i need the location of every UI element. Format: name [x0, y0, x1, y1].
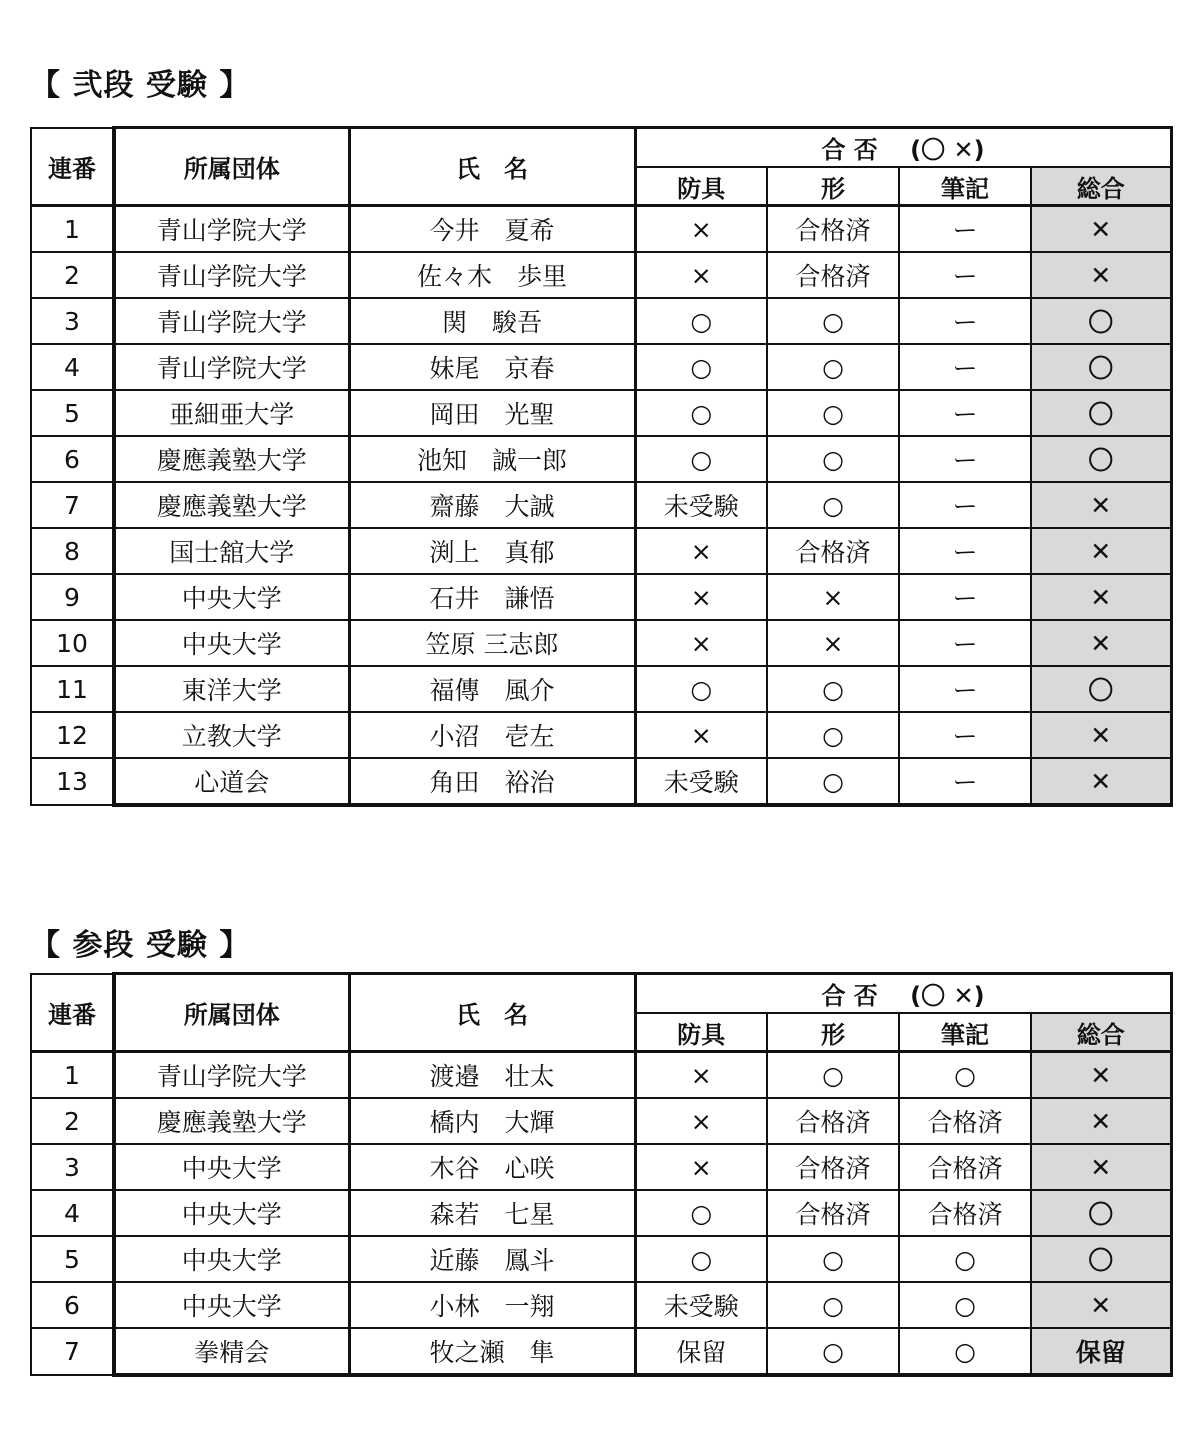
organization: 国士舘大学 — [114, 528, 349, 574]
table-row — [31, 1236, 1171, 1282]
organization: 中央大学 — [114, 1236, 349, 1282]
row-number: 1 — [31, 1052, 114, 1099]
person-name: 岡田 光聖 — [349, 390, 635, 436]
header-result: 合 否 (〇 ✕) — [635, 128, 1171, 168]
overall-result: 〇 — [1031, 298, 1171, 344]
hikki-result: ー — [899, 436, 1031, 482]
table-row — [31, 436, 1171, 482]
header-name: 氏 名 — [349, 974, 635, 1052]
organization: 中央大学 — [114, 1144, 349, 1190]
hikki-result: 合格済 — [899, 1190, 1031, 1236]
person-name: 妹尾 京春 — [349, 344, 635, 390]
hikki-result: ー — [899, 298, 1031, 344]
person-name: 小沼 壱左 — [349, 712, 635, 758]
person-name: 小林 一翔 — [349, 1282, 635, 1328]
overall-result: 〇 — [1031, 1190, 1171, 1236]
bogu-result: × — [635, 206, 767, 253]
header-org: 所属団体 — [114, 974, 349, 1052]
person-name: 関 駿吾 — [349, 298, 635, 344]
table-row — [31, 344, 1171, 390]
table-row — [31, 482, 1171, 528]
kata-result: ○ — [767, 1236, 899, 1282]
kata-result: ○ — [767, 436, 899, 482]
bogu-result: × — [635, 1052, 767, 1099]
overall-result: ✕ — [1031, 1144, 1171, 1190]
overall-result: ✕ — [1031, 206, 1171, 253]
person-name: 橋内 大輝 — [349, 1098, 635, 1144]
person-name: 福傳 風介 — [349, 666, 635, 712]
hikki-result: ー — [899, 574, 1031, 620]
header-no: 連番 — [31, 974, 114, 1052]
bogu-result: 未受験 — [635, 482, 767, 528]
organization: 中央大学 — [114, 574, 349, 620]
hikki-result: ー — [899, 206, 1031, 253]
table-row — [31, 712, 1171, 758]
organization: 東洋大学 — [114, 666, 349, 712]
row-number: 1 — [31, 206, 114, 253]
row-number: 12 — [31, 712, 114, 758]
row-number: 6 — [31, 436, 114, 482]
section-title-nidan: 【 弐段 受験 】 — [30, 68, 251, 103]
hikki-result: ー — [899, 344, 1031, 390]
organization: 青山学院大学 — [114, 1052, 349, 1099]
row-number: 3 — [31, 1144, 114, 1190]
row-number: 10 — [31, 620, 114, 666]
overall-result: ✕ — [1031, 758, 1171, 805]
overall-result: ✕ — [1031, 1052, 1171, 1099]
overall-result: 〇 — [1031, 436, 1171, 482]
table-row — [31, 666, 1171, 712]
hikki-result: ○ — [899, 1052, 1031, 1099]
section-title-sandan: 【 参段 受験 】 — [30, 928, 251, 963]
hikki-result: ー — [899, 758, 1031, 805]
overall-result: ✕ — [1031, 1098, 1171, 1144]
kata-result: ○ — [767, 390, 899, 436]
kata-result: ○ — [767, 712, 899, 758]
header-result: 合 否 (〇 ✕) — [635, 974, 1171, 1014]
overall-result: 〇 — [1031, 1236, 1171, 1282]
kata-result: ○ — [767, 758, 899, 805]
hikki-result: ○ — [899, 1282, 1031, 1328]
hikki-result: ー — [899, 390, 1031, 436]
overall-result: ✕ — [1031, 574, 1171, 620]
organization: 立教大学 — [114, 712, 349, 758]
header-org: 所属団体 — [114, 128, 349, 206]
header-hikki: 筆記 — [899, 167, 1031, 206]
organization: 慶應義塾大学 — [114, 1098, 349, 1144]
bogu-result: ○ — [635, 298, 767, 344]
kata-result: 合格済 — [767, 206, 899, 253]
kata-result: ○ — [767, 482, 899, 528]
bogu-result: ○ — [635, 1190, 767, 1236]
table-row — [31, 1328, 1171, 1375]
bogu-result: ○ — [635, 436, 767, 482]
person-name: 今井 夏希 — [349, 206, 635, 253]
kata-result: × — [767, 574, 899, 620]
header-hikki: 筆記 — [899, 1013, 1031, 1052]
hikki-result: ー — [899, 252, 1031, 298]
hikki-result: ○ — [899, 1328, 1031, 1375]
table-body — [31, 206, 1171, 806]
overall-result: ✕ — [1031, 1282, 1171, 1328]
hikki-result: ー — [899, 712, 1031, 758]
organization: 青山学院大学 — [114, 252, 349, 298]
organization: 心道会 — [114, 758, 349, 805]
row-number: 6 — [31, 1282, 114, 1328]
header-sogo: 総合 — [1031, 167, 1171, 206]
hikki-result: 合格済 — [899, 1144, 1031, 1190]
kata-result: ○ — [767, 298, 899, 344]
bogu-result: ○ — [635, 344, 767, 390]
bogu-result: × — [635, 528, 767, 574]
organization: 中央大学 — [114, 1282, 349, 1328]
hikki-result: ー — [899, 482, 1031, 528]
overall-result: ✕ — [1031, 712, 1171, 758]
overall-result: 〇 — [1031, 344, 1171, 390]
hikki-result: ー — [899, 620, 1031, 666]
kata-result: 合格済 — [767, 1098, 899, 1144]
overall-result: ✕ — [1031, 528, 1171, 574]
kata-result: ○ — [767, 1052, 899, 1099]
person-name: 近藤 鳳斗 — [349, 1236, 635, 1282]
kata-result: 合格済 — [767, 252, 899, 298]
bogu-result: 未受験 — [635, 758, 767, 805]
hikki-result: ー — [899, 528, 1031, 574]
header-kata: 形 — [767, 1013, 899, 1052]
overall-result: ✕ — [1031, 252, 1171, 298]
kata-result: ○ — [767, 1282, 899, 1328]
table-body — [31, 1052, 1171, 1376]
table-row — [31, 1144, 1171, 1190]
overall-result: ✕ — [1031, 620, 1171, 666]
row-number: 4 — [31, 1190, 114, 1236]
row-number: 11 — [31, 666, 114, 712]
kata-result: 合格済 — [767, 1144, 899, 1190]
row-number: 5 — [31, 1236, 114, 1282]
person-name: 角田 裕治 — [349, 758, 635, 805]
organization: 慶應義塾大学 — [114, 436, 349, 482]
row-number: 3 — [31, 298, 114, 344]
header-name: 氏 名 — [349, 128, 635, 206]
kata-result: ○ — [767, 1328, 899, 1375]
organization: 青山学院大学 — [114, 298, 349, 344]
bogu-result: × — [635, 620, 767, 666]
header-sogo: 総合 — [1031, 1013, 1171, 1052]
person-name: 森若 七星 — [349, 1190, 635, 1236]
row-number: 9 — [31, 574, 114, 620]
person-name: 池知 誠一郎 — [349, 436, 635, 482]
kata-result: ○ — [767, 666, 899, 712]
bogu-result: × — [635, 1098, 767, 1144]
results-table-nidan — [30, 126, 1173, 807]
row-number: 8 — [31, 528, 114, 574]
overall-result: 保留 — [1031, 1328, 1171, 1375]
bogu-result: × — [635, 574, 767, 620]
bogu-result: × — [635, 1144, 767, 1190]
person-name: 渡邉 壮太 — [349, 1052, 635, 1099]
organization: 亜細亜大学 — [114, 390, 349, 436]
row-number: 5 — [31, 390, 114, 436]
row-number: 7 — [31, 1328, 114, 1375]
table-row — [31, 620, 1171, 666]
organization: 中央大学 — [114, 620, 349, 666]
header-no: 連番 — [31, 128, 114, 206]
kata-result: × — [767, 620, 899, 666]
table-row — [31, 390, 1171, 436]
hikki-result: 合格済 — [899, 1098, 1031, 1144]
header-kata: 形 — [767, 167, 899, 206]
hikki-result: ○ — [899, 1236, 1031, 1282]
table-row — [31, 298, 1171, 344]
bogu-result: × — [635, 252, 767, 298]
row-number: 2 — [31, 1098, 114, 1144]
table-row — [31, 1282, 1171, 1328]
table-row — [31, 252, 1171, 298]
table-row — [31, 1098, 1171, 1144]
table-row — [31, 1190, 1171, 1236]
row-number: 2 — [31, 252, 114, 298]
table-row — [31, 206, 1171, 253]
person-name: 石井 謙悟 — [349, 574, 635, 620]
row-number: 13 — [31, 758, 114, 805]
organization: 中央大学 — [114, 1190, 349, 1236]
header-bogu: 防具 — [635, 167, 767, 206]
person-name: 齋藤 大誠 — [349, 482, 635, 528]
person-name: 渕上 真郁 — [349, 528, 635, 574]
person-name: 佐々木 歩里 — [349, 252, 635, 298]
person-name: 木谷 心咲 — [349, 1144, 635, 1190]
bogu-result: ○ — [635, 666, 767, 712]
bogu-result: ○ — [635, 390, 767, 436]
hikki-result: ー — [899, 666, 1031, 712]
bogu-result: × — [635, 712, 767, 758]
table-row — [31, 758, 1171, 805]
organization: 青山学院大学 — [114, 206, 349, 253]
bogu-result: 未受験 — [635, 1282, 767, 1328]
organization: 慶應義塾大学 — [114, 482, 349, 528]
table-row — [31, 574, 1171, 620]
overall-result: ✕ — [1031, 482, 1171, 528]
bogu-result: ○ — [635, 1236, 767, 1282]
row-number: 4 — [31, 344, 114, 390]
row-number: 7 — [31, 482, 114, 528]
results-table-sandan — [30, 972, 1173, 1377]
overall-result: 〇 — [1031, 666, 1171, 712]
person-name: 牧之瀬 隼 — [349, 1328, 635, 1375]
person-name: 笠原 三志郎 — [349, 620, 635, 666]
organization: 青山学院大学 — [114, 344, 349, 390]
table-row — [31, 1052, 1171, 1099]
kata-result: ○ — [767, 344, 899, 390]
kata-result: 合格済 — [767, 528, 899, 574]
table-row — [31, 528, 1171, 574]
kata-result: 合格済 — [767, 1190, 899, 1236]
header-bogu: 防具 — [635, 1013, 767, 1052]
overall-result: 〇 — [1031, 390, 1171, 436]
bogu-result: 保留 — [635, 1328, 767, 1375]
organization: 拳精会 — [114, 1328, 349, 1375]
